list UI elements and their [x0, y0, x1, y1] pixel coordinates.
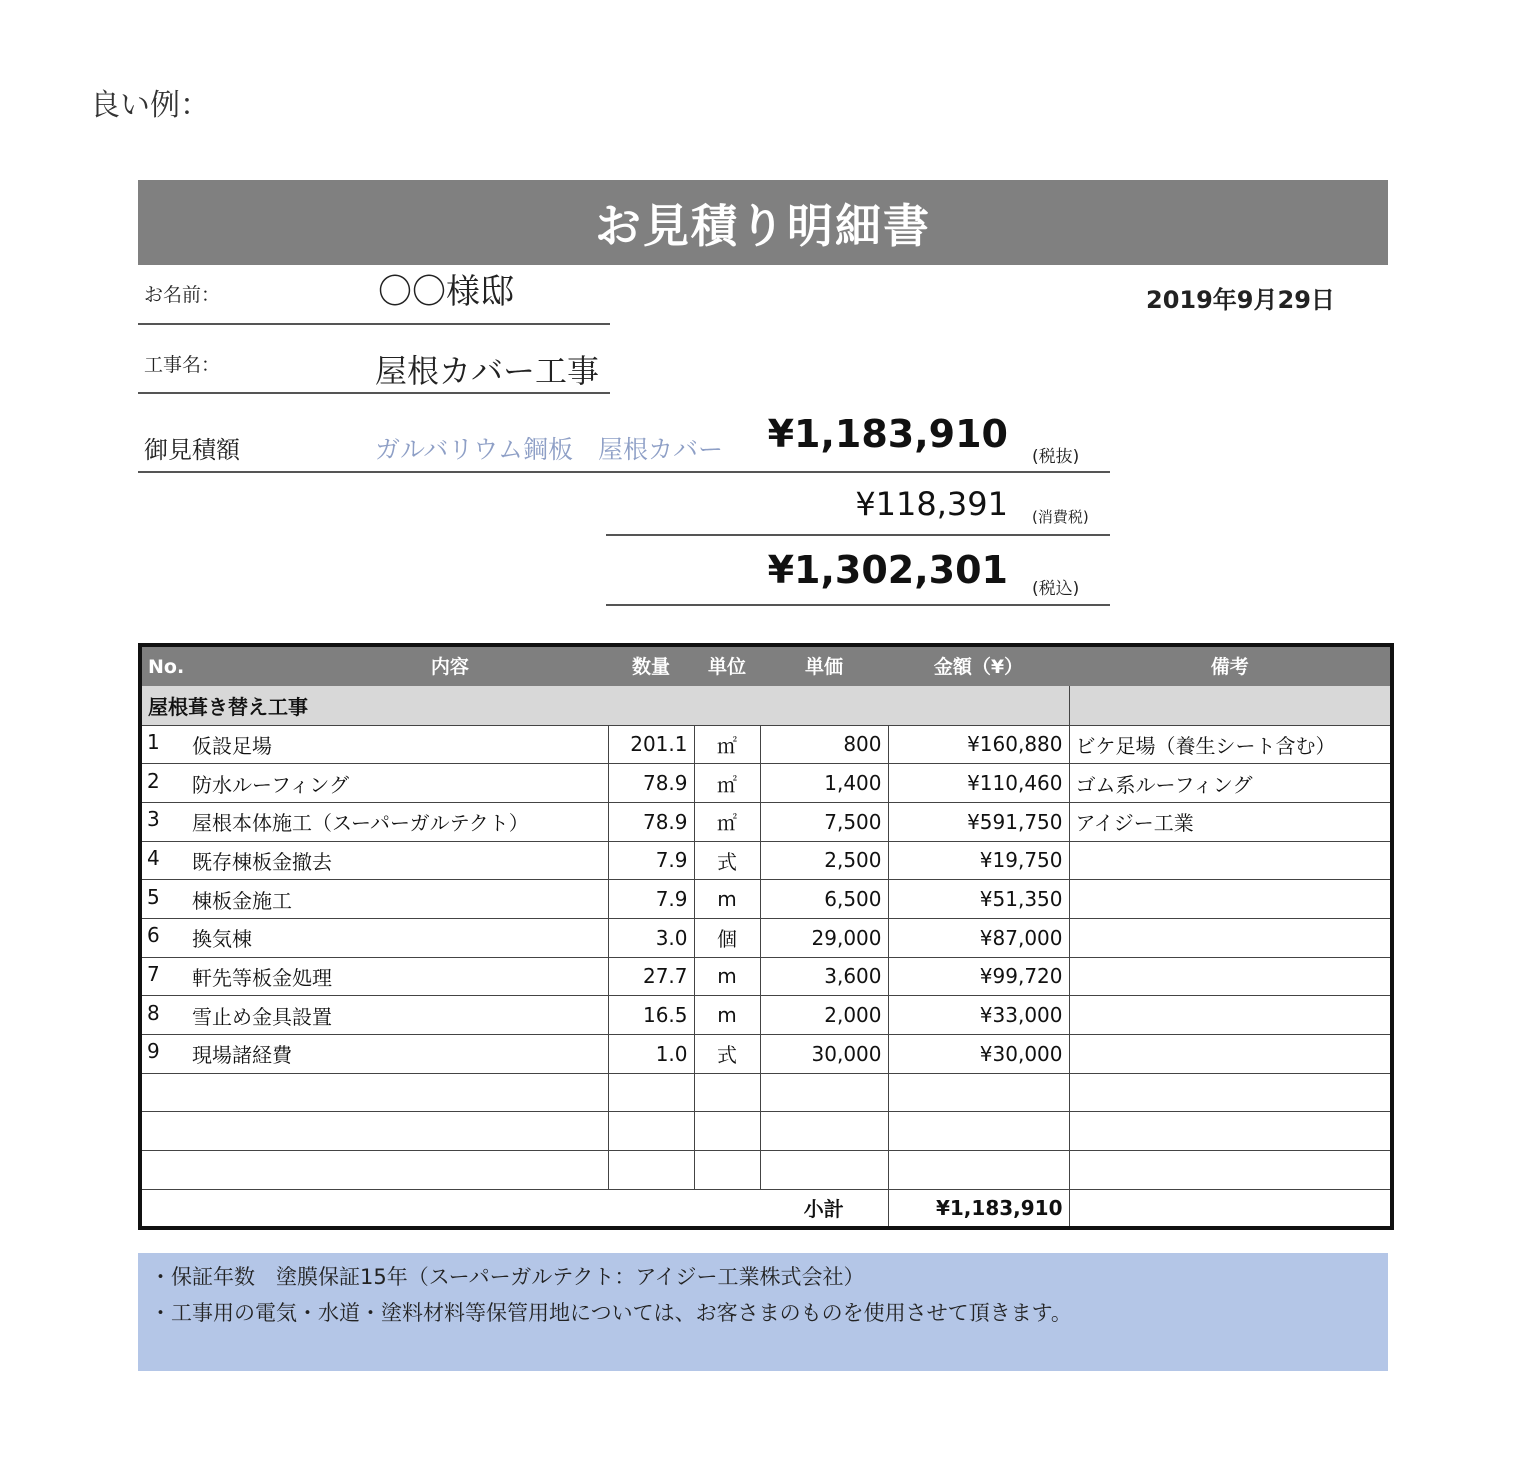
- row-unit: m: [694, 957, 760, 996]
- estimate-underline: [138, 471, 1110, 473]
- row-no: 8: [147, 1000, 160, 1025]
- header-no: No.: [148, 656, 185, 679]
- row-content-cell: [140, 841, 608, 880]
- row-no: 3: [147, 807, 160, 832]
- amount-excl-tax-note: (税抜): [1032, 447, 1080, 467]
- row-content-cell: [140, 725, 608, 764]
- header-remarks: 備考: [1069, 645, 1392, 685]
- date: 2019年9月29日: [1146, 286, 1335, 314]
- header-content: 内容: [430, 656, 469, 679]
- subtotal-value: ¥1,183,910: [888, 1189, 1069, 1228]
- project-value: 屋根カバー工事: [375, 352, 600, 390]
- row-amount: ¥110,460: [888, 764, 1069, 803]
- row-qty: 7.9: [608, 880, 694, 919]
- row-content-cell: [140, 802, 608, 841]
- row-content: 仮設足場: [192, 733, 272, 758]
- row-no: 4: [147, 845, 160, 870]
- project-underline: [138, 392, 610, 394]
- row-amount: ¥160,880: [888, 725, 1069, 764]
- name-label: お名前：: [144, 284, 221, 306]
- row-remarks: [1069, 841, 1392, 880]
- notes-box: [138, 1253, 1388, 1371]
- row-qty: 78.9: [608, 764, 694, 803]
- row-no: 6: [147, 923, 160, 948]
- table-row: [140, 1035, 1392, 1074]
- section-title: 屋根葺き替え工事: [140, 685, 1069, 725]
- table-row: [140, 802, 1392, 841]
- row-content: 既存棟板金撤去: [192, 849, 332, 874]
- empty-row: [140, 1073, 1392, 1112]
- row-amount: ¥87,000: [888, 918, 1069, 957]
- section-remarks-cell: [1069, 685, 1392, 725]
- row-remarks: [1069, 1035, 1392, 1074]
- row-content-cell: [140, 764, 608, 803]
- section-row: [140, 685, 1392, 725]
- amount-incl-tax: ¥1,302,301: [767, 548, 1008, 592]
- tax-note: (消費税): [1032, 508, 1089, 526]
- table-row: [140, 957, 1392, 996]
- table-row: [140, 841, 1392, 880]
- total-underline: [606, 604, 1110, 606]
- row-qty: 3.0: [608, 918, 694, 957]
- row-unit-price: 29,000: [760, 918, 888, 957]
- subtotal-row: [140, 1189, 1392, 1228]
- row-remarks: [1069, 918, 1392, 957]
- row-unit: m: [694, 880, 760, 919]
- header-unit-price: 単価: [760, 645, 888, 685]
- row-no: 1: [147, 729, 160, 754]
- row-qty: 1.0: [608, 1035, 694, 1074]
- header-no-content: [140, 645, 608, 685]
- row-unit-price: 3,600: [760, 957, 888, 996]
- row-content-cell: [140, 957, 608, 996]
- row-qty: 78.9: [608, 802, 694, 841]
- table-header-row: [140, 645, 1392, 685]
- row-unit: ㎡: [694, 802, 760, 841]
- row-unit: 個: [694, 918, 760, 957]
- row-remarks: ビケ足場（養生シート含む）: [1069, 725, 1392, 764]
- row-unit-price: 30,000: [760, 1035, 888, 1074]
- header-amount: 金額（¥）: [888, 645, 1069, 685]
- row-content: 換気棟: [192, 927, 252, 952]
- row-content: 防水ルーフィング: [192, 772, 349, 797]
- document-title: お見積り明細書: [595, 198, 931, 253]
- row-amount: ¥33,000: [888, 996, 1069, 1035]
- row-unit-price: 2,500: [760, 841, 888, 880]
- table-row: [140, 725, 1392, 764]
- row-remarks: ゴム系ルーフィング: [1069, 764, 1392, 803]
- name-underline: [138, 323, 610, 325]
- empty-row: [140, 1151, 1392, 1190]
- row-no: 7: [147, 961, 160, 986]
- estimate-description: ガルバリウム鋼板 屋根カバー: [375, 435, 724, 464]
- header-qty: 数量: [608, 645, 694, 685]
- row-content: 軒先等板金処理: [192, 965, 332, 990]
- estimate-label: 御見積額: [144, 436, 240, 464]
- amount-incl-tax-note: (税込): [1032, 579, 1080, 599]
- row-unit: ㎡: [694, 764, 760, 803]
- row-unit-price: 7,500: [760, 802, 888, 841]
- row-unit-price: 6,500: [760, 880, 888, 919]
- row-qty: 27.7: [608, 957, 694, 996]
- row-remarks: アイジー工業: [1069, 802, 1392, 841]
- row-no: 9: [147, 1039, 160, 1064]
- empty-row: [140, 1112, 1392, 1151]
- tax-amount: ¥118,391: [855, 485, 1008, 523]
- row-qty: 7.9: [608, 841, 694, 880]
- name-value: 〇〇様邸: [378, 272, 514, 312]
- row-content-cell: [140, 918, 608, 957]
- row-no: 5: [147, 884, 160, 909]
- estimate-table: [138, 643, 1394, 1230]
- header-unit: 単位: [694, 645, 760, 685]
- title-bar: [138, 180, 1388, 265]
- row-content-cell: [140, 1035, 608, 1074]
- amount-excl-tax: ¥1,183,910: [767, 412, 1008, 456]
- row-qty: 16.5: [608, 996, 694, 1035]
- table-row: [140, 880, 1392, 919]
- row-content-cell: [140, 996, 608, 1035]
- row-content-cell: [140, 880, 608, 919]
- row-content: 棟板金施工: [192, 888, 292, 913]
- row-unit: m: [694, 996, 760, 1035]
- row-amount: ¥591,750: [888, 802, 1069, 841]
- row-no: 2: [147, 768, 160, 793]
- row-amount: ¥30,000: [888, 1035, 1069, 1074]
- note-warranty: ・保証年数 塗膜保証15年（スーパーガルテクト：アイジー工業株式会社）: [150, 1265, 865, 1289]
- row-amount: ¥19,750: [888, 841, 1069, 880]
- row-content: 屋根本体施工（スーパーガルテクト）: [192, 811, 529, 836]
- table-row: [140, 764, 1392, 803]
- note-utilities: ・工事用の電気・水道・塗料材料等保管用地については、お客さまのものを使用させて頂きます。: [150, 1301, 1072, 1325]
- row-qty: 201.1: [608, 725, 694, 764]
- row-remarks: [1069, 996, 1392, 1035]
- project-label: 工事名：: [144, 354, 221, 376]
- row-content: 現場諸経費: [192, 1043, 292, 1068]
- row-unit: 式: [694, 1035, 760, 1074]
- row-amount: ¥99,720: [888, 957, 1069, 996]
- row-unit-price: 2,000: [760, 996, 888, 1035]
- row-unit-price: 800: [760, 725, 888, 764]
- table-row: [140, 996, 1392, 1035]
- row-remarks: [1069, 880, 1392, 919]
- subtotal-label: 小計: [760, 1189, 888, 1228]
- row-unit: ㎡: [694, 725, 760, 764]
- intro-text: 良い例：: [90, 88, 210, 123]
- row-unit-price: 1,400: [760, 764, 888, 803]
- tax-underline: [606, 534, 1110, 536]
- row-content: 雪止め金具設置: [192, 1004, 332, 1029]
- row-unit: 式: [694, 841, 760, 880]
- table-row: [140, 918, 1392, 957]
- row-amount: ¥51,350: [888, 880, 1069, 919]
- row-remarks: [1069, 957, 1392, 996]
